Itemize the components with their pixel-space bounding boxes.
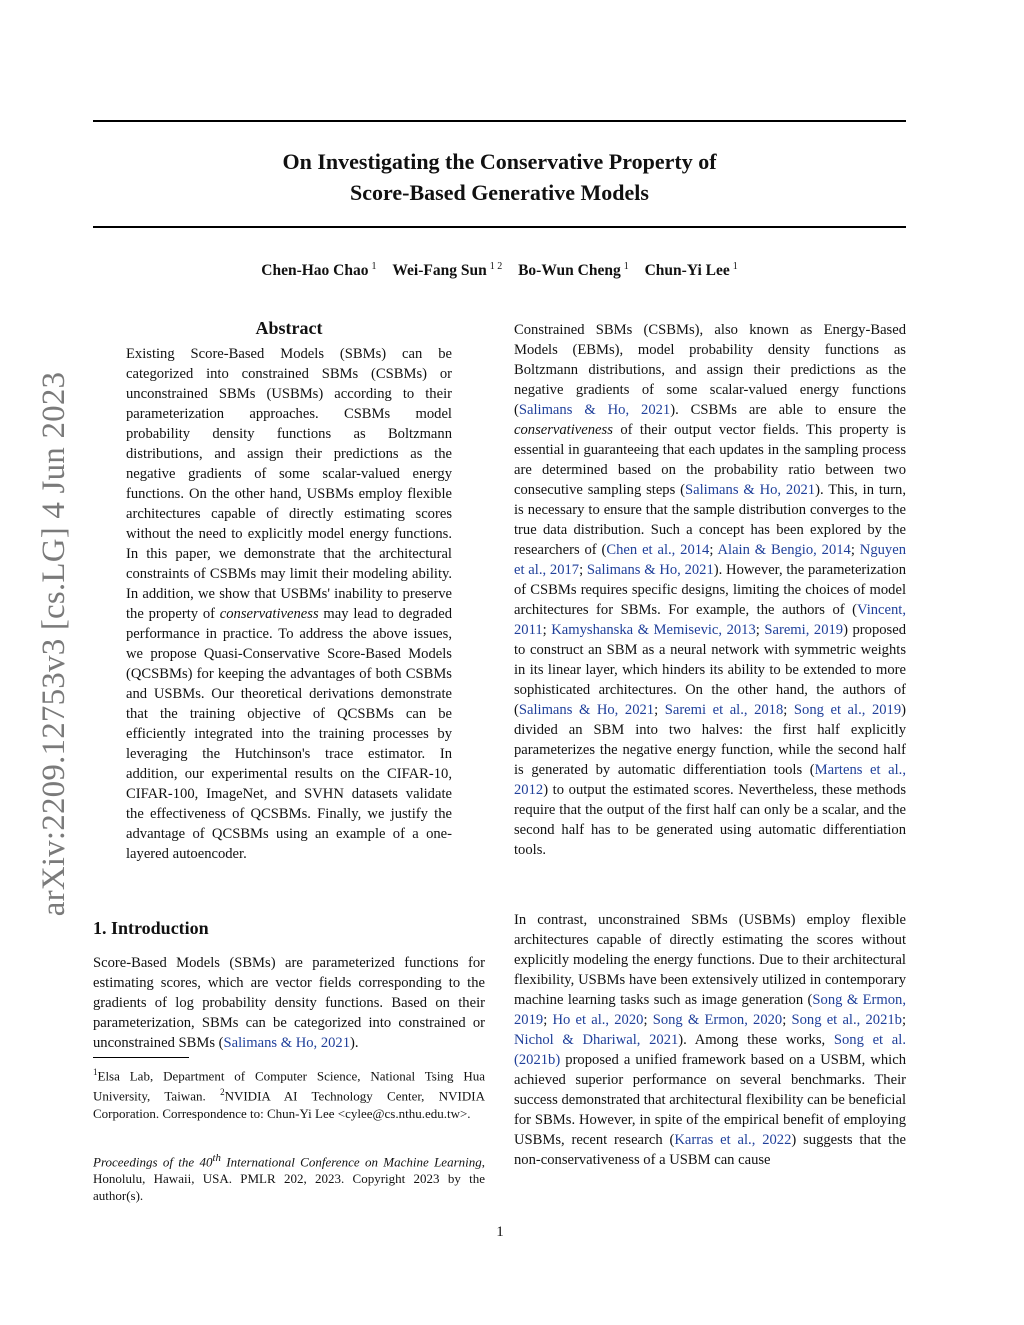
arxiv-stamp: arXiv:2209.12753v3 [cs.LG] 4 Jun 2023	[36, 371, 72, 917]
citation-link[interactable]: Salimans & Ho, 2021	[518, 402, 671, 418]
footnote: $^1$Elsa Lab, Department of Computer Science, National Tsing Hua University, Taiwan. $^2$NVIDIA AI Technology Center, NVIDIA Corporation. Correspondence to: Chun-Yi Lee <cylee@cs.nthu.edu.tw>.	[93, 1067, 485, 1121]
citation-link[interactable]: Salimans & Ho, 2021	[518, 702, 655, 718]
citation-link[interactable]: Vincent, 2011	[514, 602, 906, 638]
page-number: 1	[496, 1224, 504, 1240]
citation-link[interactable]: Salimans & Ho, 2021	[223, 1035, 351, 1051]
emphasis: conservativeness	[514, 422, 613, 438]
section-heading-introduction: 1. Introduction	[93, 918, 209, 938]
citation-link[interactable]: Alain & Bengio, 2014	[717, 542, 851, 558]
citation-link[interactable]: Saremi et al., 2018	[664, 702, 784, 718]
author-list	[93, 261, 906, 280]
author-3: Bo-Wun Cheng $^1$	[518, 261, 629, 280]
citation-link[interactable]: Karras et al., 2022	[674, 1132, 792, 1148]
right-column-paragraph-2: In contrast, unconstrained SBMs (USBMs) employ flexible architectures capable of directly estimating the scores without explicitly modeling the energy functions. Due to their architectural flexibility, USBMs have been extensively utilized in contemporary machine learning tasks such as image generation (Song & Ermon, 2019; Ho et al., 2020; Song & Ermon, 2020; Song et al., 2021b; Nichol & Dhariwal, 2021). Among these works, Song et al. (2021b) proposed a unified framework based on a USBM, which achieved superior performance on several benchmarks. Their success demonstrated that architectural flexibility can be beneficial for SBMs. However, in spite of the empirical benefit of employing USBMs, recent research (Karras et al., 2022) suggests that the non-conservativeness of a USBM can cause	[514, 912, 907, 1168]
affiliation-mark: 1 2	[489, 261, 503, 272]
paper-title	[93, 146, 906, 208]
footnote-mark: 2	[220, 1087, 225, 1098]
citation-link[interactable]: Song & Ermon, 2019	[514, 992, 906, 1028]
abstract-body: Existing Score-Based Models (SBMs) can be categorized into constrained SBMs (CSBMs) or unconstrained SBMs (USBMs) according to their parameterization approaches. CSBMs model probability density functions as Boltzmann distributions, and assign their predictions as the negative gradients of some scalar-valued energy functions. On the other hand, USBMs employ flexible architectures capable of directly estimating scores without the need to explicitly model energy functions. In this paper, we demonstrate that the architectural constraints of CSBMs may limit their modeling ability. In addition, we show that USBMs' inability to preserve the property of conservativeness may lead to degraded performance in practice. To address the above issues, we propose Quasi-Conservative Score-Based Models (QCSBMs) for keeping the advantages of both CSBMs and USBMs. Our theoretical derivations demonstrate that the training objective of QCSBMs can be efficiently integrated into the training processes by leveraging the Hutchinson's trace estimator. In addition, our experimental results on the CIFAR-10, CIFAR-100, ImageNet, and SVHN datasets validate the effectiveness of QCSBMs. Finally, we justify the advantage of QCSBMs using an example of a one-layered autoencoder.	[126, 346, 452, 862]
citation-link[interactable]: Kamyshanska & Memisevic, 2013	[551, 622, 756, 638]
title-top-rule	[93, 120, 906, 122]
citation-link[interactable]: Song et al., 2021b	[791, 1012, 902, 1028]
abstract-heading: Abstract	[255, 318, 323, 338]
title-line-2: Score-Based Generative Models	[350, 180, 649, 205]
affiliation-mark: 1	[732, 261, 738, 272]
affiliation-mark: 1	[623, 261, 629, 272]
footnote-rule	[93, 1057, 189, 1058]
citation-link[interactable]: Song et al., 2019	[793, 702, 902, 718]
citation-link[interactable]: Nguyen et al., 2017	[514, 542, 907, 578]
citation-link[interactable]: Nichol & Dhariwal, 2021	[514, 1032, 679, 1048]
citation-link[interactable]: Salimans & Ho, 2021	[586, 562, 714, 578]
citation-link[interactable]: Song & Ermon, 2020	[652, 1012, 783, 1028]
emphasis: conservativeness	[219, 606, 319, 622]
author-2: Wei-Fang Sun $^{1 2}$	[392, 261, 503, 280]
footnote-mark: 1	[93, 1067, 98, 1077]
introduction-paragraph: Score-Based Models (SBMs) are parameterized functions for estimating scores, which are vector fields corresponding to the gradients of log probability density functions. Based on their parameterization, SBMs can be categorized into constrained or unconstrained SBMs (Salimans & Ho, 2021).	[93, 955, 485, 1051]
affiliation-mark: 1	[371, 261, 377, 272]
citation-link[interactable]: Martens et al., 2012	[514, 762, 906, 798]
citation-link[interactable]: Saremi, 2019	[764, 622, 844, 638]
author-4: Chun-Yi Lee $^1$	[644, 261, 738, 280]
proceedings-note: Proceedings of the 40th International Conference on Machine Learning, Honolulu, Hawaii, USA. PMLR 202, 2023. Copyright 2023 by the author(s).	[93, 1152, 485, 1204]
citation-link[interactable]: Salimans & Ho, 2021	[685, 482, 816, 498]
author-1: Chen-Hao Chao $^1$	[261, 261, 377, 280]
citation-link[interactable]: Chen et al., 2014	[606, 542, 710, 558]
right-column-paragraph-1: Constrained SBMs (CSBMs), also known as Energy-Based Models (EBMs), model probability density functions as Boltzmann distributions, and assign their predictions as the negative gradients of some scalar-valued energy functions (Salimans & Ho, 2021). CSBMs are able to ensure the conservativeness of their output vector fields. This property is essential in guaranteeing that each updates in the sampling process are determined based on the probability ratio between two consecutive sampling steps (Salimans & Ho, 2021). This, in turn, is necessary to ensure that the sample distribution converges to the true data distribution. Such a concept has been explored by the researchers of (Chen et al., 2014; Alain & Bengio, 2014; Nguyen et al., 2017; Salimans & Ho, 2021). However, the parameterization of CSBMs requires specific designs, limiting the choices of model architectures for SBMs. For example, the authors of (Vincent, 2011; Kamyshanska & Memisevic, 2013; Saremi, 2019) proposed to construct an SBM as a neural network with symmetric weights in its linear layer, which hinders its ability to be extended to more sophisticated architectures. On the other hand, the authors of (Salimans & Ho, 2021; Saremi et al., 2018; Song et al., 2019) divided an SBM into two halves: the first half explicitly parameterizes the negative energy function, while the second half is generated by automatic differentiation tools (Martens et al., 2012) to output the estimated scores. Nevertheless, these methods require that the output of the first half can only be a scalar, and the second half has to be generated using automatic differentiation tools.	[514, 322, 907, 858]
title-bottom-rule	[93, 226, 906, 228]
citation-link[interactable]: Song et al. (2021b)	[514, 1032, 906, 1068]
citation-link[interactable]: Ho et al., 2020	[552, 1012, 644, 1028]
title-line-1: On Investigating the Conservative Property of	[282, 149, 717, 174]
